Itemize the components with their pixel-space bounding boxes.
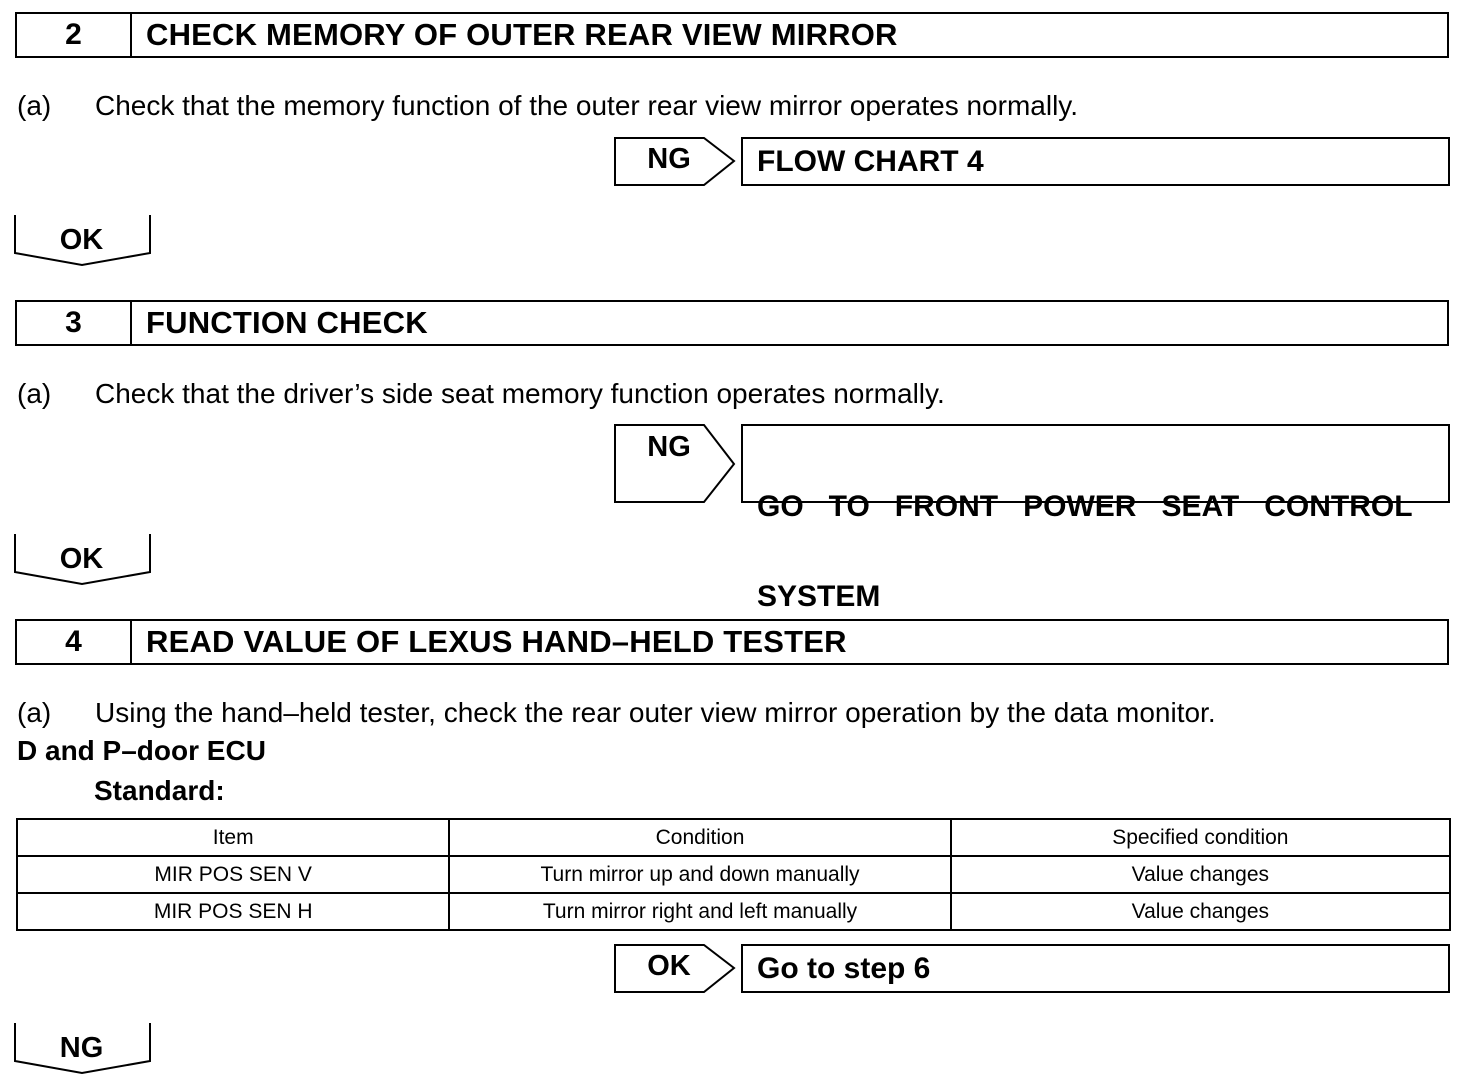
table-header-cell: Condition xyxy=(449,819,950,856)
result-text: Go to step 6 xyxy=(757,952,931,985)
step-2-result-box xyxy=(741,137,1450,186)
step-number: 3 xyxy=(17,302,132,344)
table-header-cell: Item xyxy=(17,819,449,856)
table-cell: Turn mirror right and left manually xyxy=(449,893,950,930)
table-header-row xyxy=(17,819,1450,856)
ok-down-label: OK xyxy=(59,543,104,575)
step-number: 4 xyxy=(17,621,132,663)
step-number: 2 xyxy=(17,14,132,56)
step-title: READ VALUE OF LEXUS HAND–HELD TESTER xyxy=(146,624,847,659)
instruction-text: Check that the memory function of the outer rear view mirror operates normally. xyxy=(95,90,1078,121)
table-cell: Value changes xyxy=(951,856,1450,893)
step-3-header xyxy=(15,300,1449,346)
standard-table xyxy=(16,818,1451,931)
table-row xyxy=(17,893,1450,930)
ng-arrow-label: NG xyxy=(647,431,691,463)
result-text-line-1: GO TO FRONT POWER SEAT CONTROL xyxy=(757,490,1413,523)
ng-down-label: NG xyxy=(59,1032,104,1064)
ok-arrow-label: OK xyxy=(647,950,691,982)
table-cell: MIR POS SEN V xyxy=(17,856,449,893)
instruction-tag: (a) xyxy=(17,697,52,728)
step-4-result-box xyxy=(741,944,1450,993)
instruction-tag: (a) xyxy=(17,378,52,409)
ecu-heading: D and P–door ECU xyxy=(17,735,266,766)
table-cell: MIR POS SEN H xyxy=(17,893,449,930)
step-4-header xyxy=(15,619,1449,665)
result-text: FLOW CHART 4 xyxy=(757,145,984,178)
instruction-text: Using the hand–held tester, check the rear outer view mirror operation by the data monitor. xyxy=(95,697,1216,728)
step-title: CHECK MEMORY OF OUTER REAR VIEW MIRROR xyxy=(146,17,898,52)
ng-arrow-label: NG xyxy=(647,143,691,175)
table-row xyxy=(17,856,1450,893)
ok-down-label: OK xyxy=(59,224,104,256)
table-cell: Turn mirror up and down manually xyxy=(449,856,950,893)
table-cell: Value changes xyxy=(951,893,1450,930)
instruction-text: Check that the driver’s side seat memory function operates normally. xyxy=(95,378,945,409)
step-3-result-box xyxy=(741,424,1450,613)
step-2-header xyxy=(15,12,1449,58)
table-header-cell: Specified condition xyxy=(951,819,1450,856)
step-title: FUNCTION CHECK xyxy=(146,305,428,340)
result-text-line-2: SYSTEM xyxy=(757,580,881,613)
standard-heading: Standard: xyxy=(94,775,225,806)
instruction-tag: (a) xyxy=(17,90,52,121)
